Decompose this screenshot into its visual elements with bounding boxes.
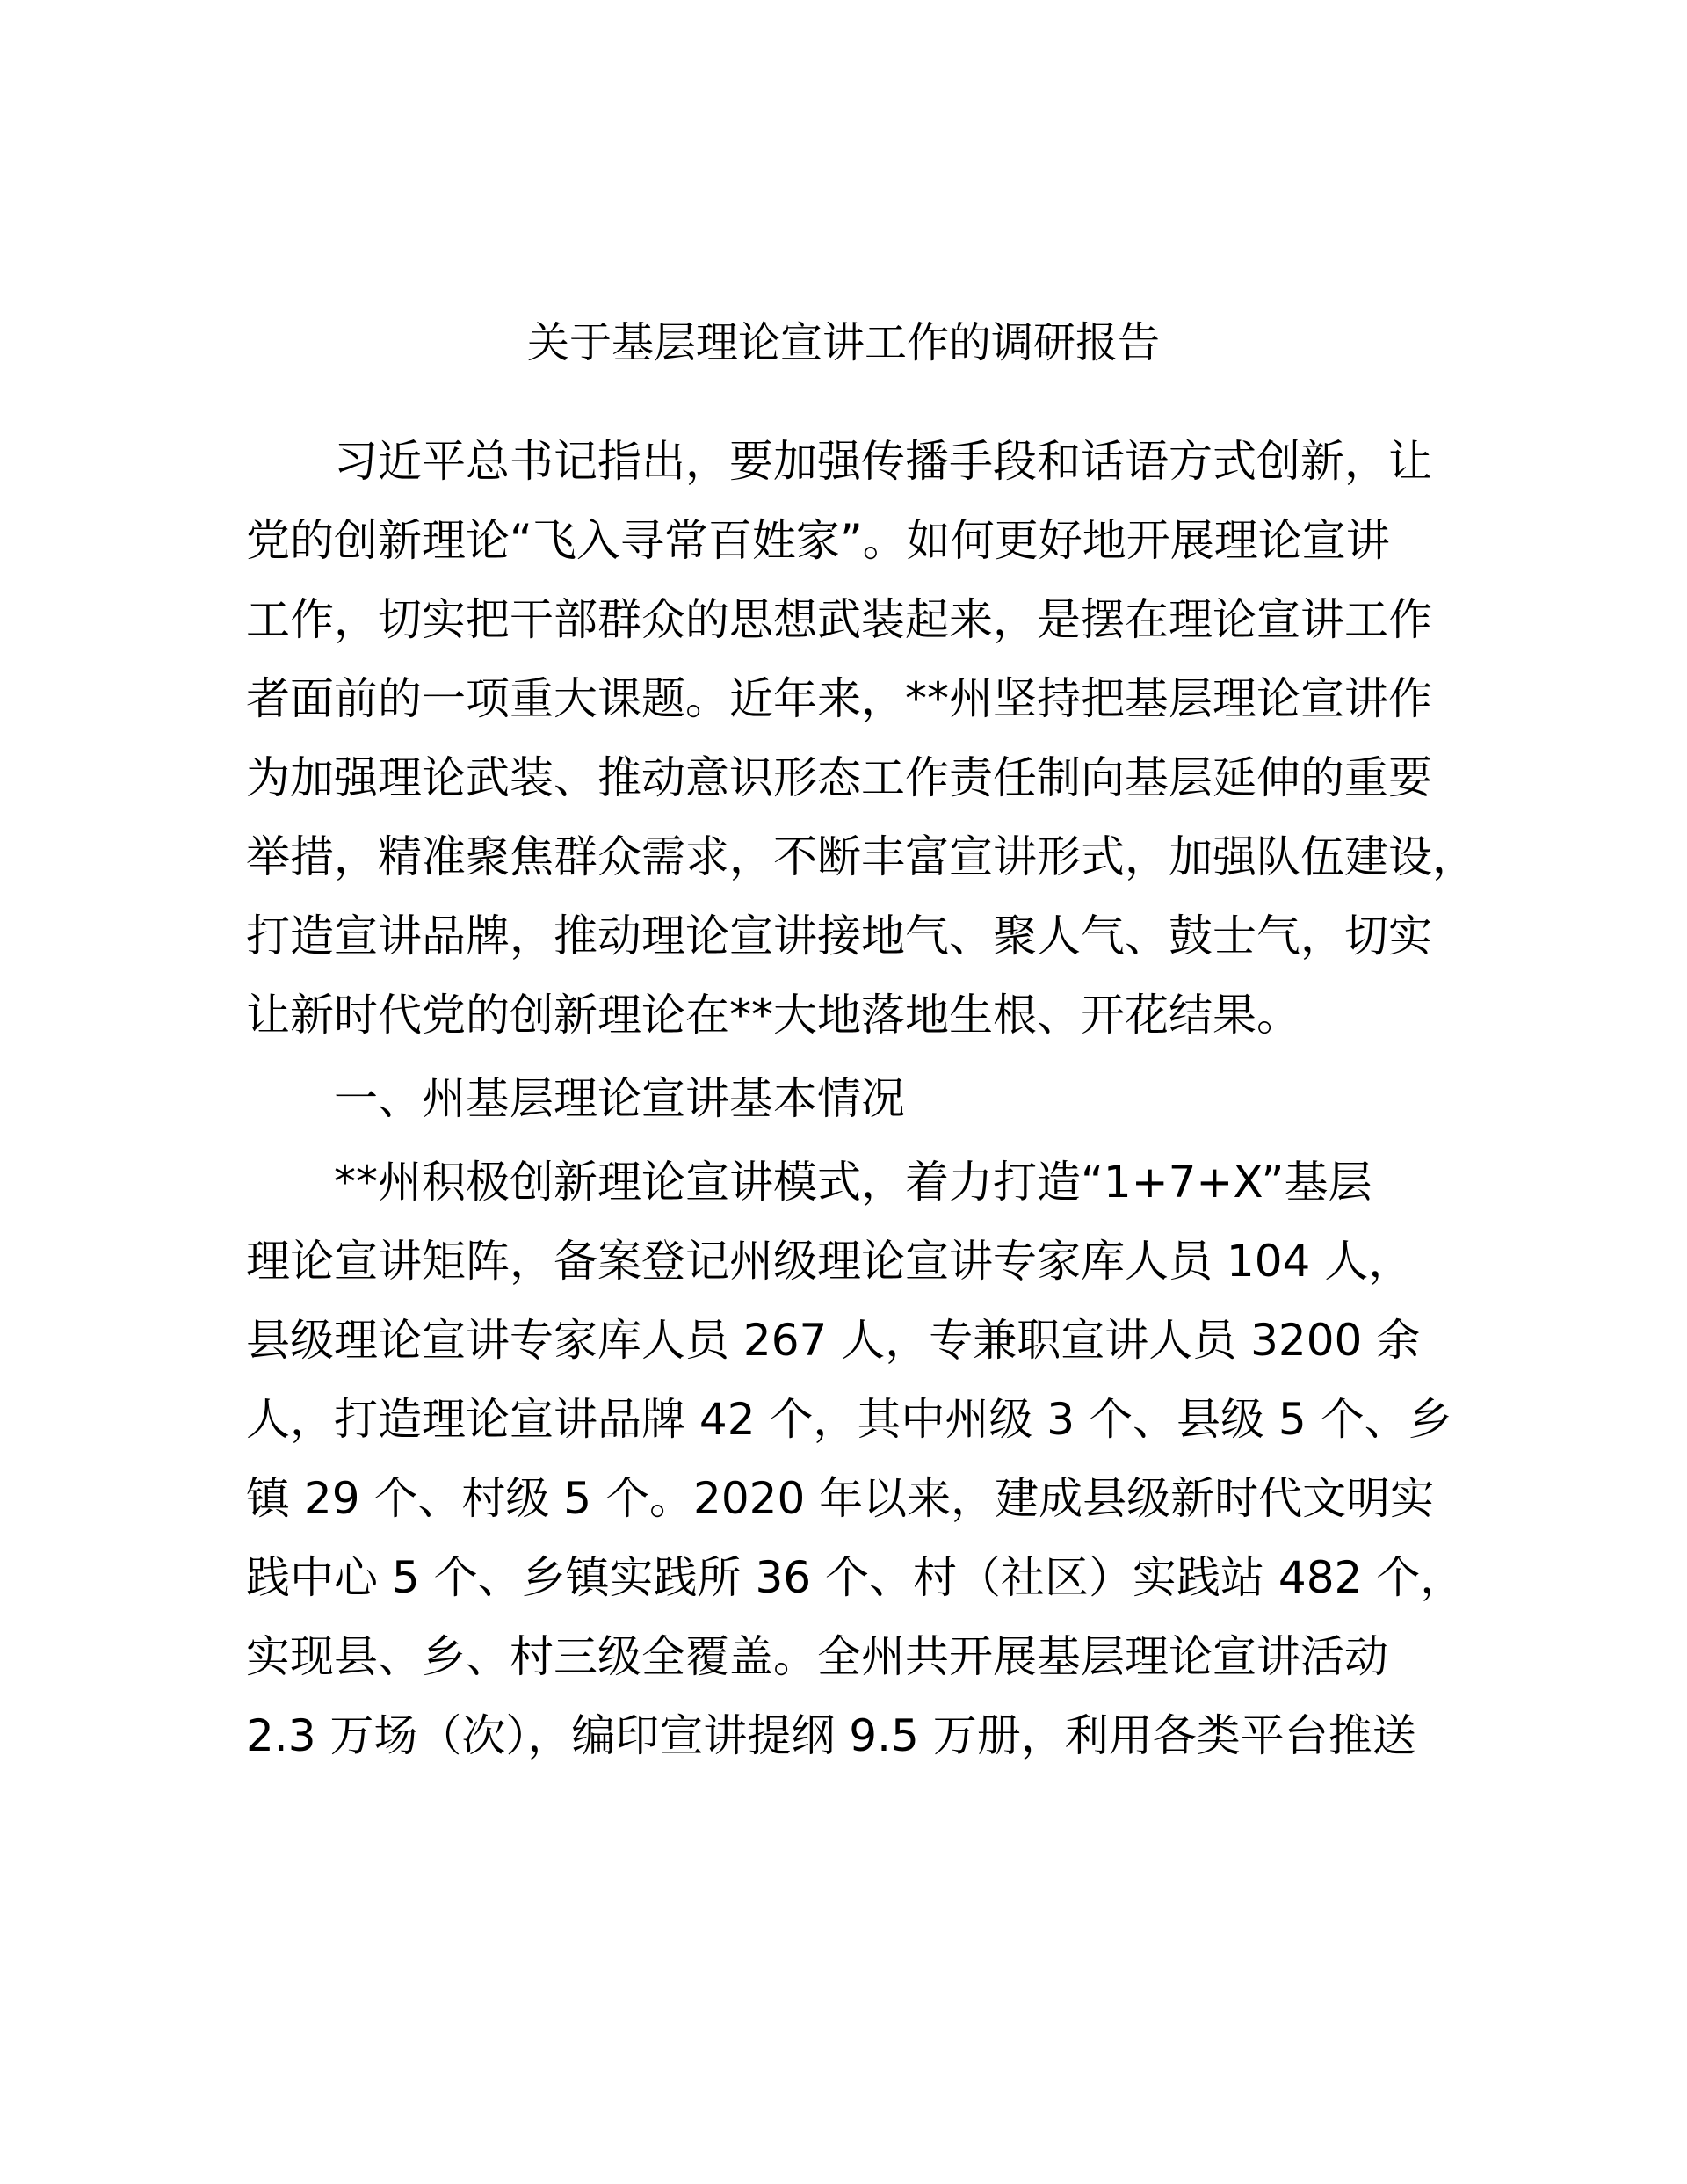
paragraph-line: 让新时代党的创新理论在**大地落地生根、开花结果。 (246, 990, 1300, 1041)
paragraph-line: 习近平总书记指出，要加强传播手段和话语方式创新，让 (334, 436, 1432, 487)
section-heading: 一、州基层理论宣讲基本情况 (334, 1073, 905, 1124)
paragraph-line: 践中心 5 个、乡镇实践所 36 个、村（社区）实践站 482 个， (246, 1552, 1465, 1603)
paragraph-line: **州积极创新理论宣讲模式，着力打造“1+7+X”基层 (334, 1157, 1372, 1208)
paragraph-line: 2.3 万场（次），编印宣讲提纲 9.5 万册，利用各类平台推送 (246, 1710, 1416, 1761)
document-title: 关于基层理论宣讲工作的调研报告 (526, 318, 1160, 367)
paragraph-line: 县级理论宣讲专家库人员 267 人，专兼职宣讲人员 3200 余 (246, 1315, 1421, 1366)
paragraph-line: 理论宣讲矩阵，备案登记州级理论宣讲专家库人员 104 人， (246, 1236, 1413, 1287)
paragraph-line: 党的创新理论“飞入寻常百姓家”。如何更好地开展理论宣讲 (246, 515, 1390, 566)
paragraph-line: 工作，切实把干部群众的思想武装起来，是摆在理论宣讲工作 (246, 594, 1432, 645)
paragraph-line: 举措，精准聚焦群众需求，不断丰富宣讲形式，加强队伍建设， (246, 831, 1476, 882)
paragraph-line: 打造宣讲品牌，推动理论宣讲接地气、聚人气、鼓士气，切实 (246, 911, 1432, 961)
paragraph-line: 实现县、乡、村三级全覆盖。全州共开展基层理论宣讲活动 (246, 1631, 1388, 1682)
paragraph-line: 人，打造理论宣讲品牌 42 个，其中州级 3 个、县级 5 个、乡 (246, 1394, 1452, 1445)
paragraph-line: 镇 29 个、村级 5 个。2020 年以来，建成县级新时代文明实 (246, 1473, 1435, 1524)
paragraph-line: 者面前的一项重大课题。近年来，**州坚持把基层理论宣讲作 (246, 673, 1432, 724)
paragraph-line: 为加强理论武装、推动意识形态工作责任制向基层延伸的重要 (246, 752, 1432, 803)
